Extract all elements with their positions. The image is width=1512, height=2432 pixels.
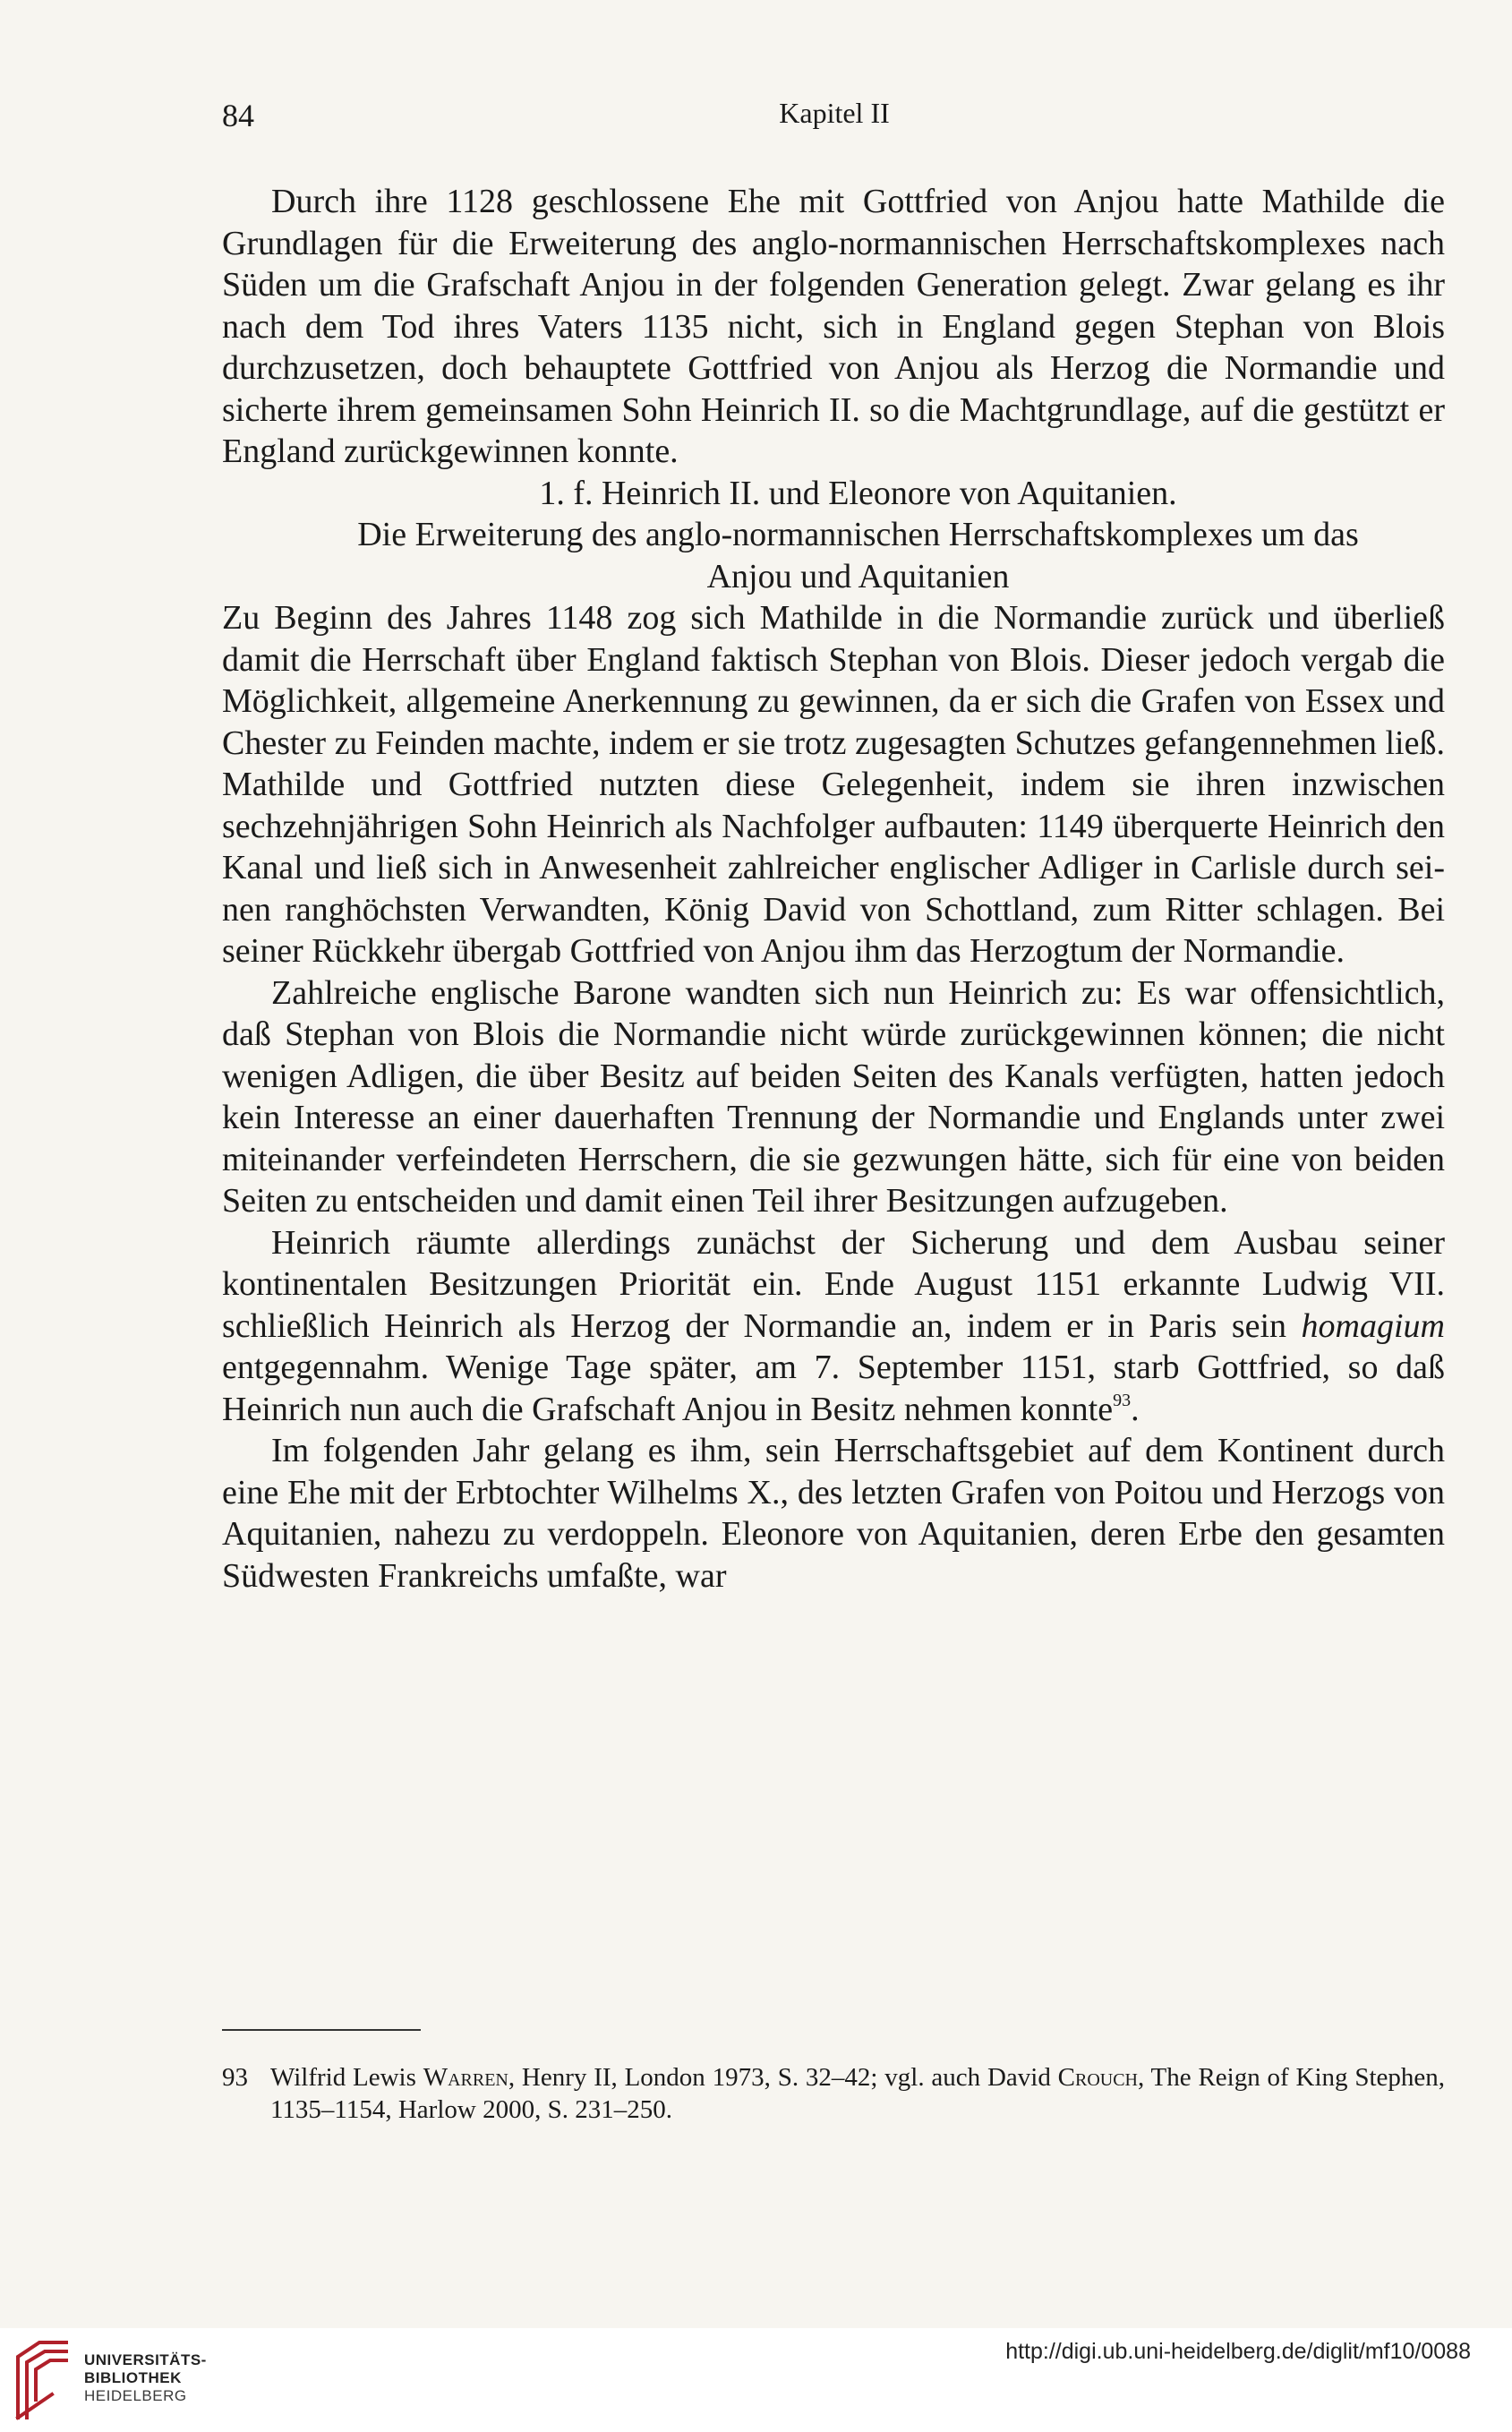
- paragraph-3: Zahlreiche englische Barone wandten sich nun Heinrich zu: Es war offensichtlich, daß Stephan von Blois die Normandie nicht würde zurückgewinnen können; die nicht wenigen Adligen, die über Besitz auf beiden Seiten des Kanals verfügten, hatten jedoch kein Interesse an einer dauerhaften Trennung der Normandie und Englands unter zwei miteinander verfeindeten Herrschern, die sie gezwungen hätte, sich für eine von beiden Seiten zu entscheiden und damit einen Teil ihrer Besitzungen aufzugeben.: [222, 973, 1445, 1220]
- footnote-text-a: Wilfrid Lewis: [270, 2063, 423, 2092]
- library-name[interactable]: [84, 2351, 207, 2405]
- permalink-url[interactable]: http://digi.ub.uni-heidelberg.de/diglit/mf10/0088: [1005, 2339, 1471, 2364]
- footnote-93: [222, 2061, 1445, 2126]
- paragraph-4-text-b: entgegennahm. Wenige Tage später, am 7. September 1151, starb Gottfried, so daß Heinrich nun auch die Grafschaft Anjou in Besitz nehmen konnte: [222, 1349, 1445, 1428]
- page-number: 84: [222, 98, 254, 133]
- paragraph-2: Zu Beginn des Jahres 1148 zog sich Mathilde in die Normandie zurück und überließ damit die Herrschaft über England faktisch Stephan von Blois. Dieser jedoch vergab die Möglichkeit, allgemeine Anerkennung zu gewinnen, da er sich die Grafen von Essex und Chester zu Feinden machte, indem er sie trotz zugesagten Schutzes gefangennehmen ließ. Mathilde und Gottfried nutzten diese Gelegenheit, indem sie ihren inzwischen sechzehnjährigen Sohn Heinrich als Nachfolger aufbauten: 1149 überquerte Heinrich den Kanal und ließ sich in Anwesenheit zahlreicher englischer Adliger in Carlisle durch seinen ranghöchsten Verwandten, König David von Schottland, zum Ritter schlagen. Bei seiner Rückkehr übergab Gottfried von Anjou ihm das Herzogtum der Normandie.: [222, 599, 1445, 970]
- section-heading-line-1: 1. f. Heinrich II. und Eleonore von Aquitanien.: [539, 474, 1177, 512]
- footnote-author-2: Crouch: [1057, 2063, 1138, 2092]
- ub-heidelberg-logo-icon[interactable]: [13, 2337, 72, 2423]
- footnote-reference[interactable]: 93: [1113, 1390, 1132, 1410]
- paragraph-1: Durch ihre 1128 geschlossene Ehe mit Gottfried von Anjou hatte Mathilde die Grundlagen für die Erweiterung des anglo-normannischen Herrschaftskomplexes nach Süden um die Grafschaft Anjou in der folgenden Generation gelegt. Zwar gelang es ihr nach dem Tod ihres Vaters 1135 nicht, sich in England gegen Stephan von Blois durchzusetzen, doch behauptete Gottfried von Anjou als Herzog die Normandie und sicherte ihrem gemeinsamen Sohn Heinrich II. so die Machtgrundlage, auf die gestützt er England zurückgewinnen konnte.: [222, 183, 1445, 470]
- running-head: Kapitel II: [779, 97, 890, 129]
- paragraph-5: Im folgenden Jahr gelang es ihm, sein Herrschaftsgebiet auf dem Kontinent durch eine Ehe mit der Erbtochter Wilhelms X., des letzten Grafen von Poitou und Herzogs von Aquitanien, nahezu zu verdoppeln. Eleonore von Aquitanien, deren Erbe den gesamten Südwesten Frankreichs umfaßte, war: [222, 1432, 1445, 1595]
- body-text: [222, 181, 1445, 1597]
- section-heading: [222, 473, 1445, 598]
- footnote-number: 93: [222, 2063, 248, 2092]
- library-name-line-2: BIBLIOTHEK: [84, 2369, 182, 2386]
- section-heading-line-2: Die Erweiterung des anglo-normannischen Herrschaftskomplexes um das: [357, 516, 1359, 553]
- footnote-author-1: Warren: [423, 2063, 508, 2092]
- footnote-divider: [222, 2029, 421, 2031]
- library-name-line-3: HEIDELBERG: [84, 2387, 187, 2404]
- library-name-line-1: UNIVERSITÄTS-: [84, 2351, 207, 2368]
- section-heading-line-3: Anjou und Aquitanien: [706, 557, 1010, 595]
- paragraph-4-text-a: Heinrich räumte allerdings zunächst der Sicherung und dem Ausbau seiner kontinentalen Besitzungen Priorität ein. Ende August 1151 erkannte Ludwig VII. schließlich Heinrich als Herzog der Normandie an, indem er in Paris sein: [222, 1223, 1445, 1345]
- paragraph-4-italic-term: homagium: [1301, 1306, 1445, 1345]
- paragraph-4-text-end: .: [1131, 1390, 1140, 1428]
- page-header: [222, 97, 1447, 136]
- footnote-text: [270, 2061, 1445, 2126]
- paragraph-4: [222, 1222, 1445, 1431]
- footnote-text-b: , Henry II, London 1973, S. 32–42; vgl. auch David: [508, 2063, 1058, 2092]
- footnote-text-c: , The Reign of King Stephen, 1135–1154, Harlow 2000, S. 231–250.: [270, 2063, 1446, 2124]
